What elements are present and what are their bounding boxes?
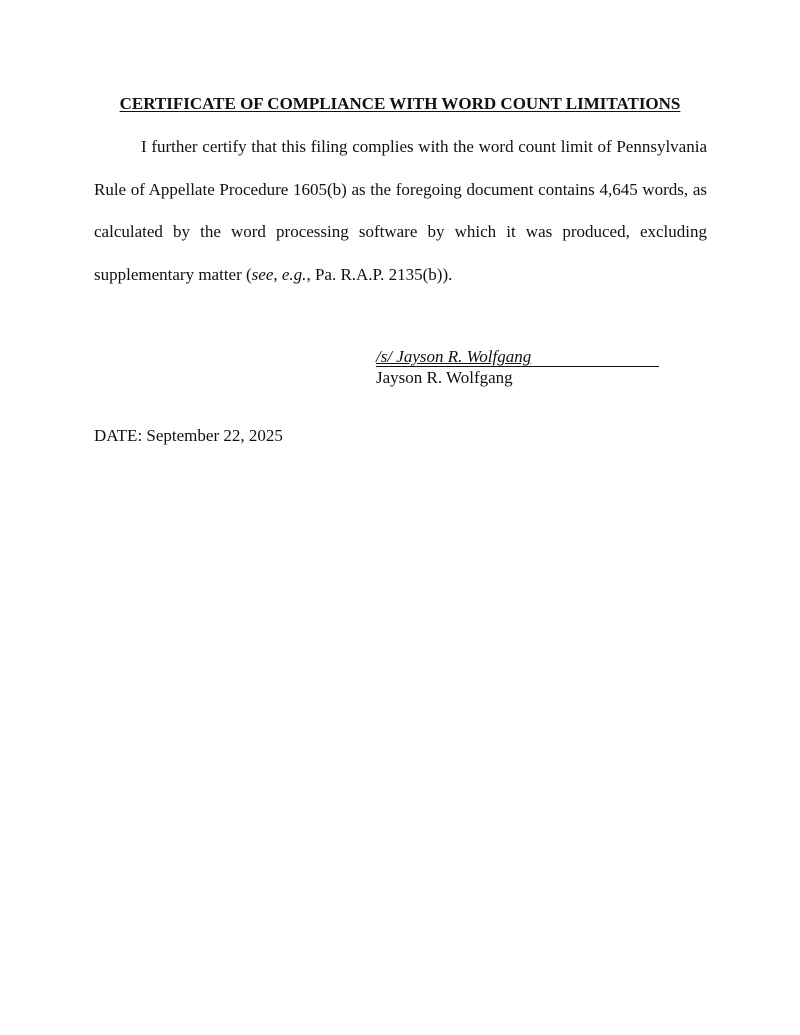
paragraph-comma: , — [273, 264, 282, 284]
signature-block — [376, 348, 659, 389]
certificate-title: CERTIFICATE OF COMPLIANCE WITH WORD COUNT LIMITATIONS — [119, 94, 681, 113]
paragraph-text-part1: I further certify that this filing complies with the word count limit of Pennsylvania Rule of Appellate Procedure 1605(b) as the foregoing document contains 4,645 words, as calculated by the word processing software by which it was produced, excluding supplementary matter ( — [94, 137, 707, 284]
paragraph-eg: e.g. — [281, 264, 307, 284]
date-line: DATE: September 22, 2025 — [94, 426, 283, 445]
compliance-paragraph — [94, 126, 707, 296]
paragraph-see: see — [251, 264, 274, 284]
electronic-signature: /s/ Jayson R. Wolfgang — [376, 348, 659, 367]
signer-name: Jayson R. Wolfgang — [376, 368, 513, 387]
paragraph-text-part2: , Pa. R.A.P. 2135(b)). — [306, 264, 453, 284]
